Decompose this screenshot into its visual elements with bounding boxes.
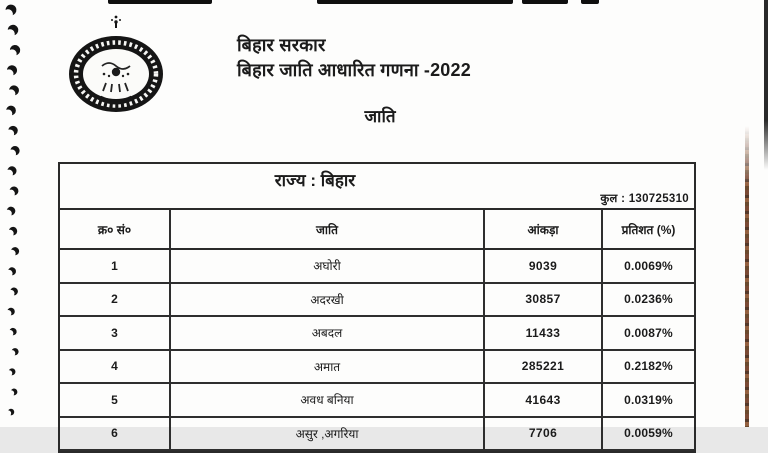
count-cell: 7706 — [485, 418, 603, 450]
caste-cell: अवध बनिया — [171, 384, 485, 416]
table-body — [60, 250, 694, 451]
scan-top-edge-segment — [108, 0, 212, 4]
percent-cell: 0.0069% — [624, 258, 673, 273]
caste-cell: अघोरी — [171, 250, 485, 282]
sn-cell: 3 — [60, 317, 171, 349]
table-row — [60, 284, 694, 318]
col-header-percent: प्रतिशत (%) — [621, 222, 676, 237]
count-cell: 9039 — [485, 250, 603, 282]
caste-cell: अमात — [171, 351, 485, 383]
col-header-caste: जाति — [171, 210, 485, 248]
caste-cell: असुर ,अगरिया — [171, 418, 485, 450]
count-cell: 30857 — [485, 284, 603, 316]
table-title-box — [60, 164, 694, 210]
col-header-serial: क्र० सं० — [60, 210, 171, 248]
scan-right-edge-line — [764, 0, 768, 170]
table-row — [60, 250, 694, 284]
census-title: बिहार जाति आधारित गणना -2022 — [237, 60, 471, 80]
page-subtitle: जाति — [364, 107, 396, 126]
sn-cell: 4 — [60, 351, 171, 383]
percent-cell: 0.0087% — [624, 325, 673, 340]
page-edge-red-line — [745, 126, 749, 427]
spiral-binding-marks — [0, 0, 30, 427]
scan-top-edge-segment — [581, 0, 599, 4]
sn-cell: 2 — [60, 284, 171, 316]
table-header-row — [60, 210, 694, 250]
table-row — [60, 317, 694, 351]
percent-cell: 0.0236% — [624, 292, 673, 307]
percent-cell: 0.0319% — [624, 392, 673, 407]
percent-cell: 0.2182% — [624, 359, 673, 374]
table-row — [60, 351, 694, 385]
scan-top-edge-segment — [522, 0, 568, 4]
caste-cell: अबदल — [171, 317, 485, 349]
total-population-label: कुल : 130725310 — [600, 193, 689, 205]
col-header-count: आंकड़ा — [485, 210, 603, 248]
sn-cell: 1 — [60, 250, 171, 282]
count-cell: 11433 — [485, 317, 603, 349]
scan-top-edge-segment — [317, 0, 513, 4]
sn-cell: 6 — [60, 418, 171, 450]
government-seal-stamp-icon — [62, 10, 170, 118]
count-cell: 285221 — [485, 351, 603, 383]
document-header — [237, 33, 471, 83]
table-title: राज्य : बिहार — [274, 171, 356, 190]
table-row — [60, 418, 694, 452]
caste-cell: अदरखी — [171, 284, 485, 316]
percent-cell: 0.0059% — [624, 426, 673, 441]
government-title: बिहार सरकार — [237, 35, 326, 55]
sn-cell: 5 — [60, 384, 171, 416]
count-cell: 41643 — [485, 384, 603, 416]
table-row — [60, 384, 694, 418]
caste-data-table — [58, 162, 696, 453]
